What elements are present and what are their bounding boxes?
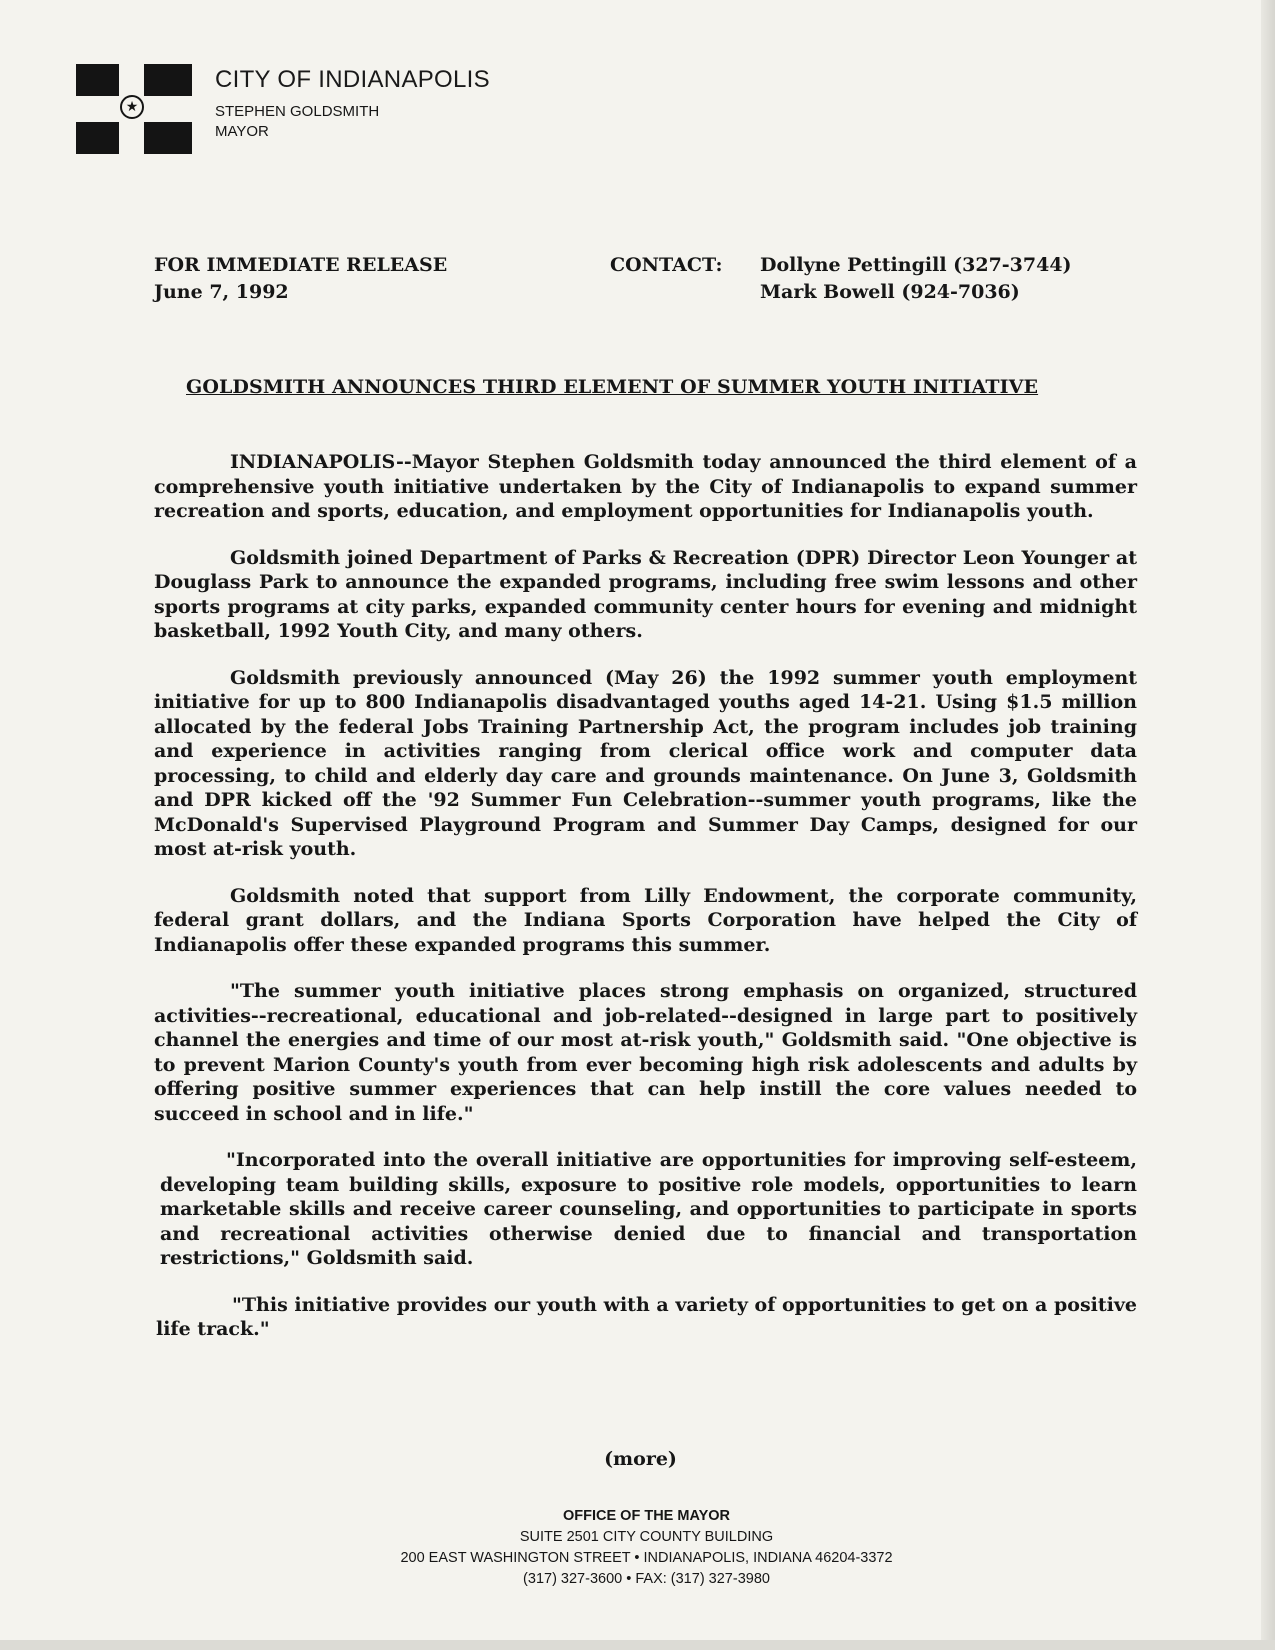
letterhead xyxy=(215,66,490,142)
footer-address: 200 EAST WASHINGTON STREET • INDIANAPOLIS, INDIANA 46204-3372 xyxy=(400,1550,893,1566)
paragraph: INDIANAPOLIS--Mayor Stephen Goldsmith today announced the third element of a comprehensive youth initiative undertaken by the City of Indianapolis to expand summer recreation and sports, education, and employment opportunities for Indianapolis youth. xyxy=(154,451,1137,522)
contact-name: Mark Bowell (924-7036) xyxy=(760,281,1020,303)
footer-office: OFFICE OF THE MAYOR xyxy=(562,1508,731,1524)
paragraph: Goldsmith joined Department of Parks & Recreation (DPR) Director Leon Younger at Douglass Park to announce the expanded programs, including free swim lessons and other sports programs at city parks, expanded community center hours for evening and midnight basketball, 1992 Youth City, and many others. xyxy=(154,546,1137,642)
contact-name: Dollyne Pettingill (327-3744) xyxy=(760,254,1072,276)
page-bottom-edge xyxy=(0,1640,1275,1650)
paragraph: Goldsmith previously announced (May 26) the 1992 summer youth employment initiative for up to 800 Indianapolis disadvantaged youths aged 14-21. Using $1.5 million allocated by the federal Jobs Training Partnership Act, the program includes job training and experience in activities ranging from clerical office work and computer data processing, to child and elderly day care and grounds maintenance. On June 3, Goldsmith and DPR kicked off the '92 Summer Fun Celebration--summer youth programs, like the McDonald's Supervised Playground Program and Summer Day Camps, designed for our most at-risk youth. xyxy=(154,666,1137,860)
release-date: June 7, 1992 xyxy=(154,281,289,303)
city-name: CITY OF INDIANAPOLIS xyxy=(215,66,490,93)
footer-suite: SUITE 2501 CITY COUNTY BUILDING xyxy=(519,1529,774,1545)
mayor-name: STEPHEN GOLDSMITH xyxy=(215,103,380,120)
footer-phone: (317) 327-3600 • FAX: (317) 327-3980 xyxy=(523,1571,770,1587)
logo-square-bottom-left xyxy=(76,122,119,154)
paragraph: Goldsmith noted that support from Lilly Endowment, the corporate community, federal grant dollars, and the Indiana Sports Corporation have helped the City of Indianapolis offer these expanded programs this summer. xyxy=(154,884,1137,956)
contact-label: CONTACT: xyxy=(610,254,723,276)
press-release-body xyxy=(154,450,1137,1342)
city-seal-star-icon: ★ xyxy=(120,95,144,119)
page-edge-shadow xyxy=(1261,0,1275,1650)
quote-paragraph: "This initiative provides our youth with a variety of opportunities to get on a positive life track." xyxy=(156,1293,1137,1340)
release-left xyxy=(154,252,447,306)
footer xyxy=(0,1506,1275,1590)
more-indicator: (more) xyxy=(604,1448,677,1470)
quote-paragraph: "The summer youth initiative places strong emphasis on organized, structured activities--recreational, educational and job-related--designed in large part to positively channel the energies and time of our most at-risk youth," Goldsmith said. "One objective is to prevent Marion County's youth from ever becoming high risk adolescents and adults by offering positive summer experiences that can help instill the core values needed to succeed in school and in life." xyxy=(154,980,1137,1125)
quote-paragraph: "Incorporated into the overall initiative are opportunities for improving self-esteem, developing team building skills, exposure to positive role models, opportunities to learn marketable skills and receive career counseling, and opportunities to participate in sports and recreational activities otherwise denied due to financial and transportation restrictions," Goldsmith said. xyxy=(160,1149,1137,1269)
mayor-title: MAYOR xyxy=(215,123,269,140)
city-logo xyxy=(76,64,194,154)
logo-square-top-left xyxy=(76,64,119,96)
release-label: FOR IMMEDIATE RELEASE xyxy=(154,254,448,276)
headline: GOLDSMITH ANNOUNCES THIRD ELEMENT OF SUMMER YOUTH INITIATIVE xyxy=(186,376,1039,398)
logo-square-top-right xyxy=(144,64,192,96)
contact-list xyxy=(760,252,1072,306)
logo-square-bottom-right xyxy=(144,122,192,154)
